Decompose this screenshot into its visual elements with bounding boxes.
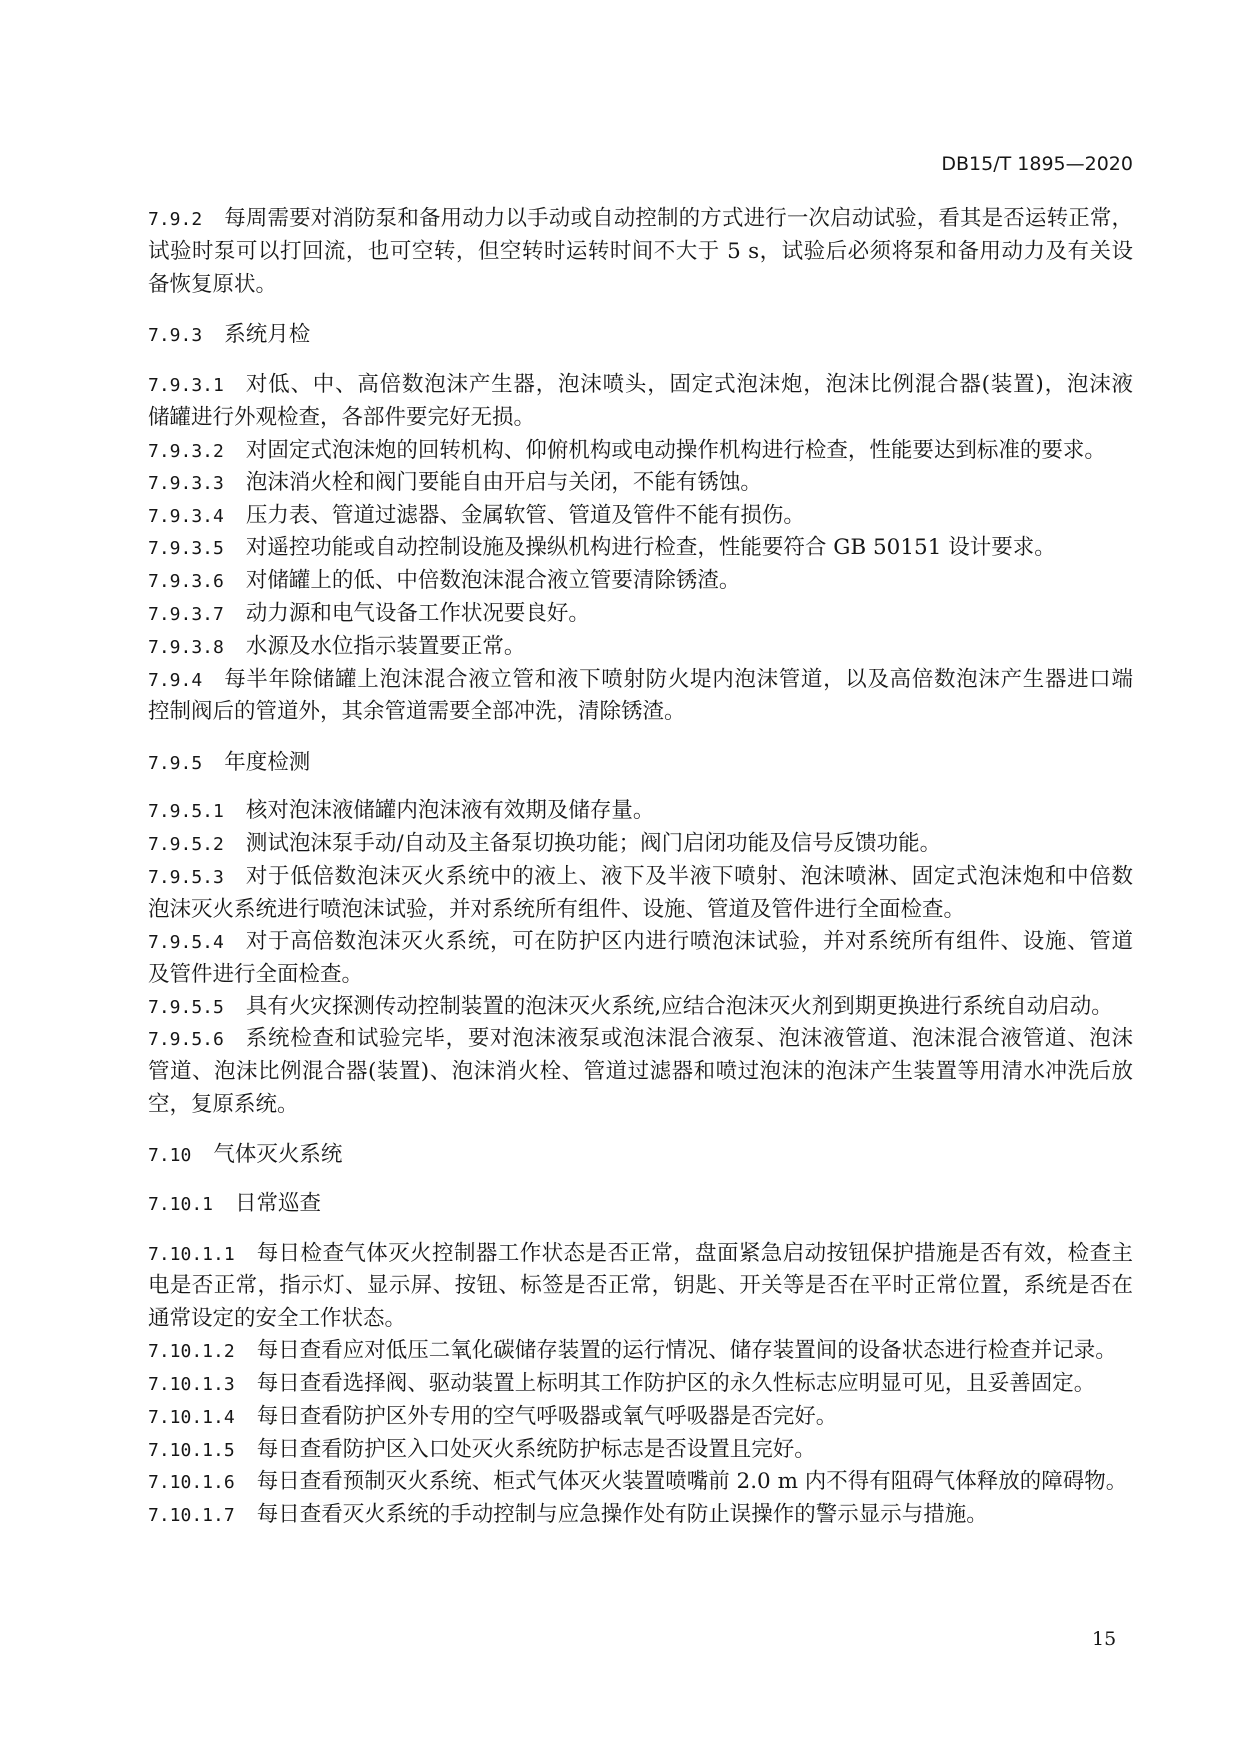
clause-number: 7.10.1.4 — [148, 1407, 235, 1428]
clause-text: 控制阀后的管道外，其余管道需要全部冲洗，清除锈渣。 — [148, 699, 686, 724]
section-heading-7-10 — [148, 1138, 1133, 1171]
clause-line — [148, 958, 1133, 991]
clause-text: 泡沫消火栓和阀门要能自由开启与关闭，不能有锈蚀。 — [245, 470, 762, 495]
heading-number: 7.9.3 — [148, 325, 203, 346]
clause-line — [148, 695, 1133, 728]
clause-text: 每日查看应对低压二氧化碳储存装置的运行情况、储存装置间的设备状态进行检查并记录。 — [256, 1338, 1117, 1363]
clause-text: 对储罐上的低、中倍数泡沫混合液立管要清除锈渣。 — [245, 568, 741, 593]
heading-number: 7.9.5 — [148, 753, 203, 774]
clause-line — [148, 1269, 1133, 1302]
clause-line — [148, 663, 1133, 696]
clause-text: 动力源和电气设备工作状况要良好。 — [245, 601, 590, 626]
clause-text: 管道、泡沫比例混合器(装置)、泡沫消火栓、管道过滤器和喷过泡沫的泡沫产生装置等用清水冲洗后放 — [148, 1059, 1133, 1084]
clause-7-9-3-5 — [148, 531, 1133, 564]
clause-text: 具有火灾探测传动控制装置的泡沫灭火系统,应结合泡沫灭火剂到期更换进行系统自动启动。 — [245, 994, 1113, 1019]
clause-text: 储罐进行外观检查，各部件要完好无损。 — [148, 405, 536, 430]
clause-number: 7.10.1.6 — [148, 1472, 235, 1493]
clause-text: 对低、中、高倍数泡沫产生器，泡沫喷头，固定式泡沫炮，泡沫比例混合器(装置)，泡沫液 — [245, 372, 1133, 397]
clause-number: 7.10.1.1 — [148, 1244, 235, 1265]
clause-7-9-3-7 — [148, 597, 1133, 630]
clause-line — [148, 202, 1133, 235]
clause-number: 7.9.5.6 — [148, 1029, 224, 1050]
clause-text: 试验时泵可以打回流，也可空转，但空转时运转时间不大于 5 s，试验后必须将泵和备用动力及有关设 — [148, 239, 1133, 264]
clause-number: 7.9.3.8 — [148, 637, 224, 658]
clause-7-9-3-4 — [148, 499, 1133, 532]
clause-text: 及管件进行全面检查。 — [148, 962, 364, 987]
clause-text: 泡沫灭火系统进行喷泡沫试验，并对系统所有组件、设施、管道及管件进行全面检查。 — [148, 897, 966, 922]
clause-text: 对于高倍数泡沫灭火系统，可在防护区内进行喷泡沫试验，并对系统所有组件、设施、管道 — [245, 929, 1133, 954]
clause-number: 7.9.4 — [148, 670, 203, 691]
clause-line — [148, 268, 1133, 301]
page-number: 15 — [1092, 1628, 1117, 1650]
clause-line — [148, 1088, 1133, 1121]
clause-number: 7.9.3.1 — [148, 375, 224, 396]
clause-line — [148, 1055, 1133, 1088]
clause-line — [148, 401, 1133, 434]
clause-text: 对遥控功能或自动控制设施及操纵机构进行检查，性能要符合 GB 50151 设计要求。 — [245, 535, 1056, 560]
heading-title: 日常巡查 — [235, 1191, 322, 1216]
heading-title: 年度检测 — [224, 750, 311, 775]
clause-number: 7.9.3.2 — [148, 441, 224, 462]
clause-text: 压力表、管道过滤器、金属软管、管道及管件不能有损伤。 — [245, 503, 805, 528]
clause-7-10-1-7 — [148, 1498, 1133, 1531]
heading-title: 气体灭火系统 — [213, 1142, 343, 1167]
clause-text: 系统检查和试验完毕，要对泡沫液泵或泡沫混合液泵、泡沫液管道、泡沫混合液管道、泡沫 — [245, 1026, 1133, 1051]
clause-7-10-1-3 — [148, 1367, 1133, 1400]
clause-line — [148, 860, 1133, 893]
clause-text: 电是否正常，指示灯、显示屏、按钮、标签是否正常，钥匙、开关等是否在平时正常位置，系统是否在 — [148, 1273, 1133, 1298]
clause-text: 每日查看防护区入口处灭火系统防护标志是否设置且完好。 — [256, 1437, 816, 1462]
clause-number: 7.10.1.3 — [148, 1374, 235, 1395]
clause-text: 水源及水位指示装置要正常。 — [245, 634, 526, 659]
clause-7-9-3-6 — [148, 564, 1133, 597]
heading-title: 系统月检 — [224, 322, 311, 347]
clause-line — [148, 1022, 1133, 1055]
standard-code-header: DB15/T 1895—2020 — [941, 153, 1133, 175]
section-heading-7-10-1 — [148, 1187, 1133, 1220]
clause-7-9-5-2 — [148, 827, 1133, 860]
clause-number: 7.9.5.2 — [148, 834, 224, 855]
clause-text: 每日查看预制灭火系统、柜式气体灭火装置喷嘴前 2.0 m 内不得有阻碍气体释放的障碍物。 — [256, 1469, 1128, 1494]
clause-number: 7.9.5.4 — [148, 932, 224, 953]
clause-text: 核对泡沫液储罐内泡沫液有效期及储存量。 — [245, 798, 655, 823]
clause-number: 7.10.1.7 — [148, 1505, 235, 1526]
clause-7-9-5-5 — [148, 990, 1133, 1023]
clause-text: 每日检查气体灭火控制器工作状态是否正常，盘面紧急启动按钮保护措施是否有效，检查主 — [256, 1241, 1133, 1266]
clause-line — [148, 1302, 1133, 1335]
clause-text: 备恢复原状。 — [148, 272, 278, 297]
clause-7-10-1-6 — [148, 1465, 1133, 1498]
clause-7-9-3-8 — [148, 630, 1133, 663]
clause-text: 每日查看灭火系统的手动控制与应急操作处有防止误操作的警示显示与措施。 — [256, 1502, 988, 1527]
clause-number: 7.10.1.2 — [148, 1341, 235, 1362]
clause-number: 7.10.1.5 — [148, 1440, 235, 1461]
clause-7-9-3-2 — [148, 434, 1133, 467]
clause-text: 对于低倍数泡沫灭火系统中的液上、液下及半液下喷射、泡沫喷淋、固定式泡沫炮和中倍数 — [245, 864, 1133, 889]
clause-line — [148, 893, 1133, 926]
clause-7-9-5-1 — [148, 794, 1133, 827]
clause-text: 通常设定的安全工作状态。 — [148, 1306, 407, 1331]
clause-number: 7.9.3.7 — [148, 604, 224, 625]
clause-number: 7.9.5.3 — [148, 867, 224, 888]
clause-line — [148, 925, 1133, 958]
clause-7-10-1-4 — [148, 1400, 1133, 1433]
clause-7-10-1-5 — [148, 1433, 1133, 1466]
section-heading-7-9-3 — [148, 318, 1133, 351]
clause-7-9-3-3 — [148, 466, 1133, 499]
clause-text: 每日查看防护区外专用的空气呼吸器或氧气呼吸器是否完好。 — [256, 1404, 838, 1429]
clause-line — [148, 1237, 1133, 1270]
section-heading-7-9-5 — [148, 746, 1133, 779]
clause-text: 每周需要对消防泵和备用动力以手动或自动控制的方式进行一次启动试验，看其是否运转正常， — [224, 206, 1133, 231]
clause-number: 7.9.5.1 — [148, 801, 224, 822]
clause-text: 测试泡沫泵手动/自动及主备泵切换功能；阀门启闭功能及信号反馈功能。 — [245, 831, 942, 856]
clause-line — [148, 368, 1133, 401]
heading-number: 7.10 — [148, 1145, 192, 1166]
clause-text: 每半年除储罐上泡沫混合液立管和液下喷射防火堤内泡沫管道，以及高倍数泡沫产生器进口端 — [224, 667, 1133, 692]
clause-text: 对固定式泡沫炮的回转机构、仰俯机构或电动操作机构进行检查，性能要达到标准的要求。 — [245, 438, 1106, 463]
clause-text: 空，复原系统。 — [148, 1092, 299, 1117]
clause-number: 7.9.5.5 — [148, 997, 224, 1018]
clause-7-10-1-2 — [148, 1334, 1133, 1367]
clause-number: 7.9.3.6 — [148, 571, 224, 592]
clause-text: 每日查看选择阀、驱动装置上标明其工作防护区的永久性标志应明显可见，且妥善固定。 — [256, 1371, 1096, 1396]
clause-number: 7.9.3.3 — [148, 473, 224, 494]
clause-line — [148, 235, 1133, 268]
clause-number: 7.9.2 — [148, 209, 203, 230]
heading-number: 7.10.1 — [148, 1194, 214, 1215]
clause-number: 7.9.3.5 — [148, 538, 224, 559]
clause-number: 7.9.3.4 — [148, 506, 224, 527]
